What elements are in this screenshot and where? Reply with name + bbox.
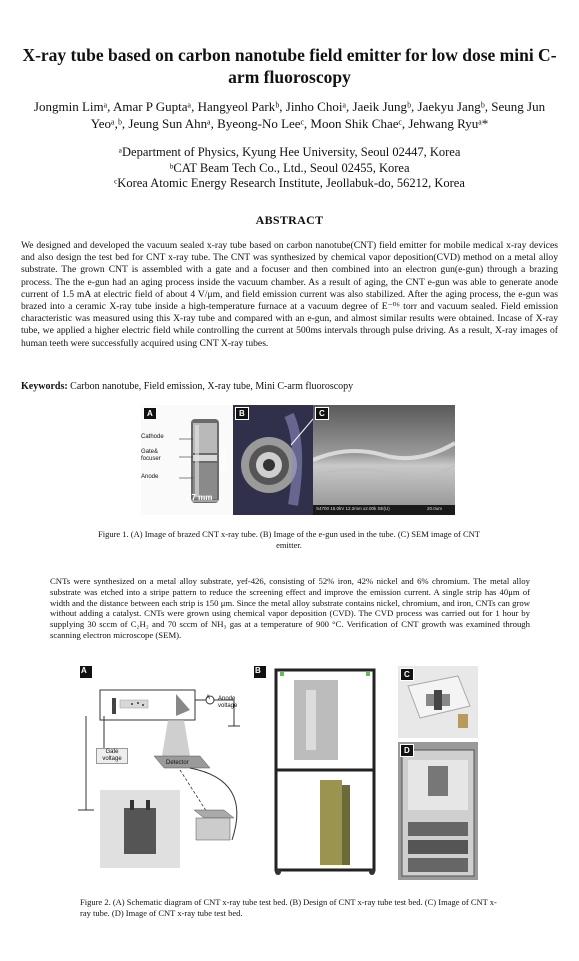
figure-1 xyxy=(141,405,455,515)
panel-label-c: C xyxy=(315,407,329,420)
figure-2 xyxy=(72,660,502,885)
keywords-label: Keywords: xyxy=(21,381,68,392)
sem-info: S4700 15.0kV 12.2mm x2.00k SE(U) xyxy=(316,506,390,511)
figure-2-panel-d xyxy=(398,742,478,880)
abstract-heading: ABSTRACT xyxy=(255,213,324,227)
figure-2-panel-b xyxy=(254,660,394,885)
egun-photo xyxy=(233,405,313,515)
panel-label-a: A xyxy=(81,666,87,675)
panel-label-d: D xyxy=(400,744,414,757)
paper-title: X-ray tube based on carbon nanotube field emitter for low dose mini C-arm fluoroscopy xyxy=(22,45,557,87)
keywords-text: Carbon nanotube, Field emission, X-ray tube, Mini C-arm fluoroscopy xyxy=(70,381,354,392)
test-bed-design xyxy=(254,660,394,885)
dimension-height: 52mm xyxy=(220,449,229,473)
panel-label-a: A xyxy=(143,407,157,420)
sem-image xyxy=(313,405,455,515)
affiliations xyxy=(40,145,539,192)
label-cathode: Cathode xyxy=(141,434,164,440)
ammeter-symbol: A xyxy=(206,695,211,701)
anode-voltage-label: Anode voltage xyxy=(218,696,238,709)
figure-2-caption: Figure 2. (A) Schematic diagram of CNT x-ray tube test bed. (B) Design of CNT x-ray tube test bed. (C) Image of CNT x-ray tube. (D) Image of CNT x-ray tube test bed. xyxy=(80,897,497,918)
affiliation-b: ᵇCAT Beam Tech Co., Ltd., Seoul 02455, Korea xyxy=(169,160,410,175)
dimension-width: 27 mm xyxy=(187,493,213,502)
keywords-line xyxy=(21,381,558,392)
author-list: Jongmin Limᵃ, Amar P Guptaᵃ, Hangyeol Parkᵇ, Jinho Choiᵃ, Jaeik Jungᵇ, Jaekyu Jangᵇ, Seung Jun Yeoᵃ,ᵇ, Jeung Sun Ahnᵃ, Byeong-No Leeᶜ, Moon Shik Chaeᶜ, Jehwang Ryuᵃ* xyxy=(33,99,546,131)
abstract-text: We designed and developed the vacuum sealed x-ray tube based on carbon nanotube(CNT) field emitter for mobile medical x-ray devices and also design the test bed for CNT x-ray tube. The CNT was synthesized by chemical vapor deposition(CVD) method on a metal alloy substrate. The grown CNT is assembled with a gate and a focuser and then combined into an electron gun(e-gun) through a brazing process. The the e-gun had an aging process inside the vacuum chamber. As a result of aging, the CNT e-gun was able to generate anode current of 1.5 mA at electric field of about 4 V/μm, and field emission current was also stabilized. After the aging process, the e-gun was brazed into a ceramic X-ray tube inside a high-temperature furnace at a vacuum degree of E⁻⁰⁶ torr and vacuum sealed. Field emission characteristic was measured using this X-ray tube and compared with an e-gun, and almost similar results were obtained. Incase of X-ray tube, we applied a higher electric field while controlling the current at 500ms intervals through pulse driving. As a result, X-ray images of human teeth were successfully acquired using CNT X-ray tubes. xyxy=(21,240,558,349)
detector-label: Detector xyxy=(166,760,189,766)
panel-label-b: B xyxy=(235,407,249,420)
schematic-diagram xyxy=(72,660,252,885)
figure-1-panel-a xyxy=(141,405,233,515)
figure-1-panel-c xyxy=(313,405,455,515)
panel-label-b: B xyxy=(255,666,261,675)
gate-voltage-label: Gate voltage xyxy=(96,748,128,764)
sem-scale-bar: 20.0um xyxy=(427,506,443,511)
affiliation-a: ᵃDepartment of Physics, Kyung Hee University, Seoul 02447, Korea xyxy=(118,145,461,159)
figure-2-panel-c xyxy=(398,666,478,738)
panel-label-c: C xyxy=(400,668,414,681)
body-paragraph: CNTs were synthesized on a metal alloy substrate, yef-426, consisting of 52% iron, 42% nickel and 6% chromium. The metal alloy substrate was etched into a stripe pattern to reduce the screening effect and improve the emission current. A single strip has 40μm of width and the distance between each strip is 150 μm. Since the metal alloy substrate contains nickel, chromium, and iron, CNTs can grow without adding a catalyst. CNTs were grown using chemical vapor deposition (CVD). The CVD process was carried out for 1 hour by supplying 30 sccm of C₂H₂ and 70 sccm of NH₃ gas at a temperature of 900 °C. Verification of CNT growth was examined through scanning electron microscope (SEM). xyxy=(50,576,530,640)
label-anode: Anode xyxy=(141,474,159,480)
test-bed-photo xyxy=(398,742,478,880)
figure-1-caption: Figure 1. (A) Image of brazed CNT x-ray tube. (B) Image of the e-gun used in the tube. (C) SEM image of CNT emitter. xyxy=(97,529,480,550)
label-gate-focuser: Gate& focuser xyxy=(141,449,161,462)
figure-1-panel-b xyxy=(233,405,313,515)
affiliation-c: ᶜKorea Atomic Energy Research Institute, Jeollabuk-do, 56212, Korea xyxy=(114,176,465,190)
